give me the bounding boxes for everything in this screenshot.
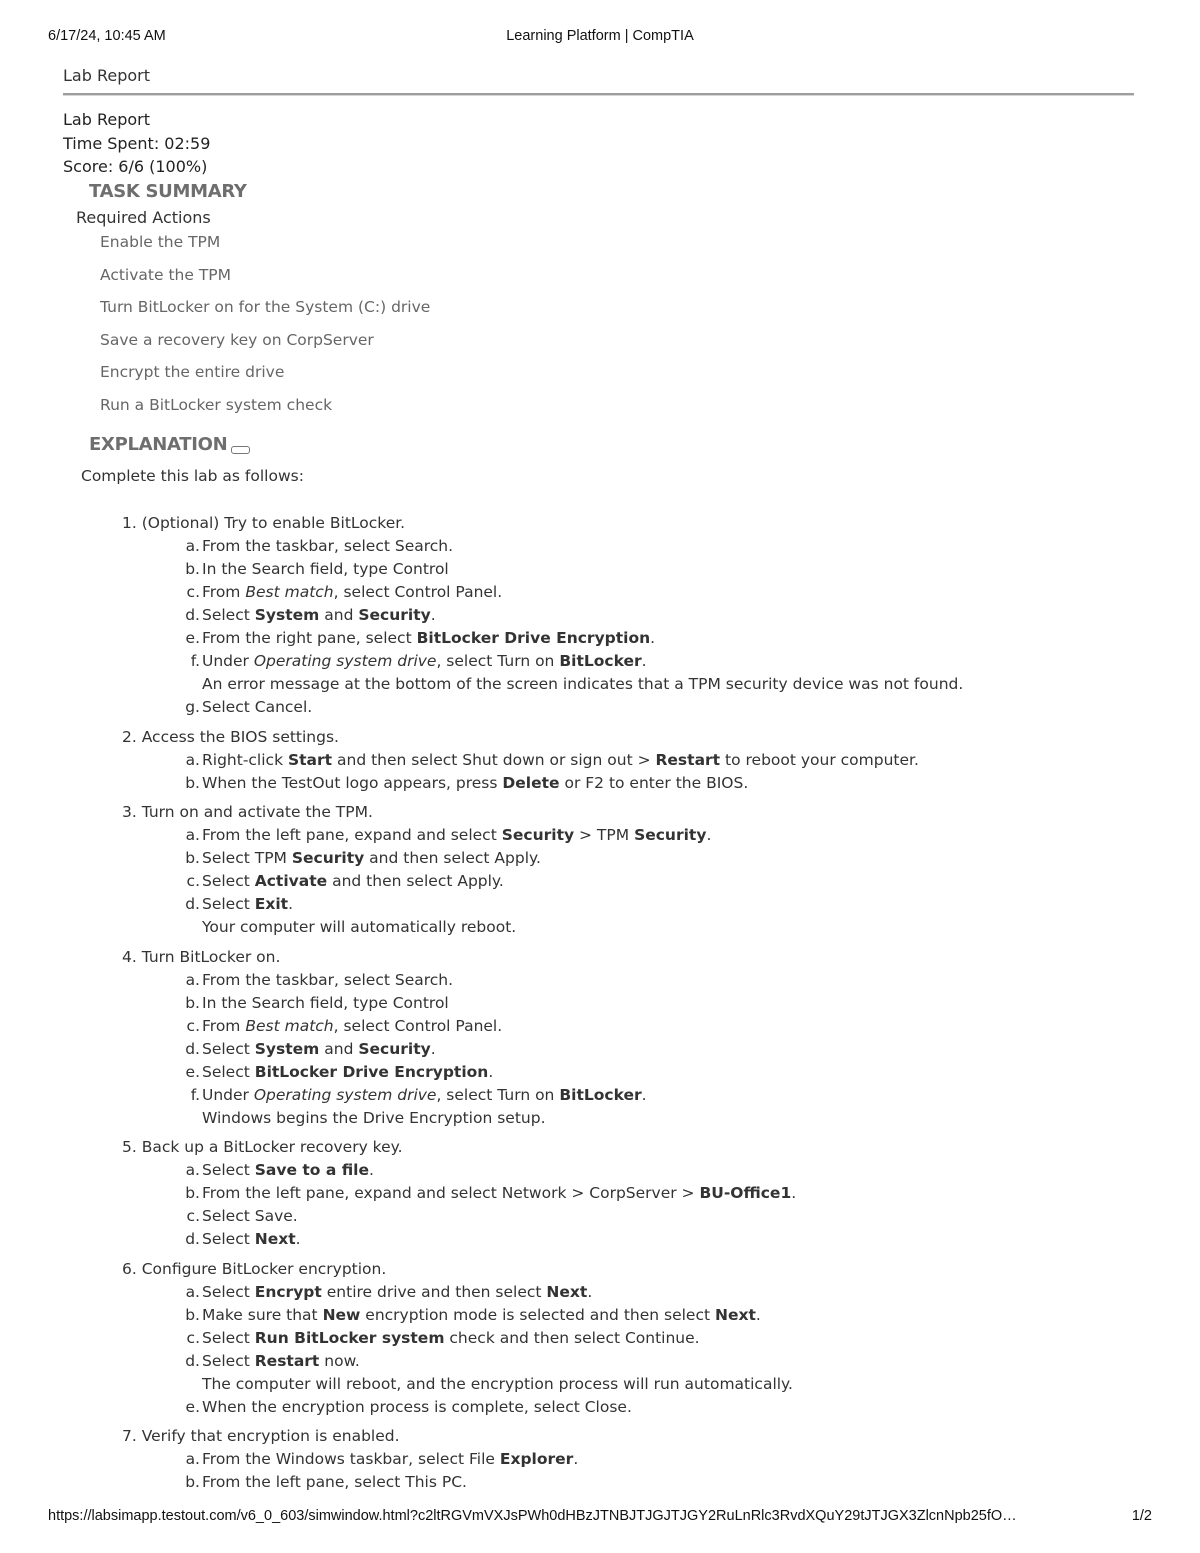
substep-item: d. Select Next. — [185, 1230, 301, 1248]
substep-list — [122, 1160, 1122, 1252]
substep-note: Windows begins the Drive Encryption setup. — [202, 1108, 546, 1127]
substep-item: a. From the left pane, expand and select Security > TPM Security. — [185, 826, 712, 844]
substep-item: b. Make sure that New encryption mode is selected and then select Next. — [185, 1305, 761, 1324]
steps-list — [122, 513, 1122, 1502]
explanation-header — [89, 434, 250, 455]
header-divider — [63, 93, 1134, 96]
print-title: Learning Platform | CompTIA — [506, 28, 694, 44]
task-summary-heading: TASK SUMMARY — [89, 181, 247, 202]
step-title: 5. Back up a BitLocker recovery key. — [122, 1138, 403, 1156]
substep-item: e. When the encryption process is complete, select Close. — [185, 1397, 632, 1416]
substep-item: f. Under Operating system drive, select Turn on BitLocker. An error message at the bottom of the screen indicates that a TPM security device was not found. — [122, 651, 1122, 697]
print-header — [48, 28, 1152, 48]
substep-list — [122, 825, 1122, 940]
substep-item: b. From the left pane, select This PC. — [185, 1473, 467, 1491]
list-item: Enable the TPM — [100, 233, 221, 251]
substep-item: a. From the taskbar, select Search. — [185, 537, 454, 555]
substep-note: The computer will reboot, and the encryption process will run automatically. — [202, 1374, 793, 1393]
step-title: 7. Verify that encryption is enabled. — [122, 1427, 400, 1445]
substep-item: b. In the Search field, type Control — [185, 560, 449, 578]
substep-list — [122, 536, 1122, 720]
step-item — [122, 947, 1122, 1131]
step-item — [122, 1137, 1122, 1252]
list-item: Encrypt the entire drive — [100, 363, 285, 382]
score: Score: 6/6 (100%) — [63, 157, 208, 176]
step-item — [122, 1259, 1122, 1420]
print-url[interactable]: https://labsimapp.testout.com/v6_0_603/simwindow.html?c2ltRGVmVXJsPWh0dHBzJTNBJTJGJTJGY2RuLnRlc3RvdXQuY29tJTJGX3ZlcnNpb25fO… — [48, 1508, 1017, 1524]
substep-list — [122, 1449, 1122, 1495]
page-number: 1/2 — [1131, 1508, 1152, 1524]
substep-item: a. Select Save to a file. — [185, 1161, 374, 1179]
step-item — [122, 513, 1122, 720]
report-meta — [63, 108, 210, 179]
list-item: Activate the TPM — [100, 265, 232, 284]
substep-item: c. Select Run BitLocker system check and then select Continue. — [186, 1328, 700, 1347]
explanation-intro: Complete this lab as follows: — [81, 467, 304, 485]
substep-item: e. Select BitLocker Drive Encryption. — [185, 1062, 494, 1081]
substep-item: f. Under Operating system drive, select Turn on BitLocker. Windows begins the Drive Encryption setup. — [122, 1085, 1122, 1131]
substep-note: Your computer will automatically reboot. — [202, 918, 517, 936]
step-title: 3. Turn on and activate the TPM. — [122, 803, 373, 821]
substep-item: c. Select Activate and then select Apply. — [186, 872, 504, 890]
substep-item: a. Select Encrypt entire drive and then select Next. — [185, 1282, 593, 1301]
substep-list — [122, 1282, 1122, 1420]
explanation-heading: EXPLANATION — [89, 434, 228, 455]
substep-item: d. Select Restart now. The computer will reboot, and the encryption process will run automatically. — [122, 1351, 1122, 1397]
print-footer — [48, 1508, 1152, 1528]
print-date: 6/17/24, 10:45 AM — [48, 28, 166, 44]
substep-item: d. Select System and Security. — [185, 1039, 436, 1058]
collapse-icon[interactable] — [231, 446, 250, 454]
step-item — [122, 802, 1122, 940]
substep-item: c. From Best match, select Control Panel. — [186, 1016, 503, 1035]
step-item — [122, 1426, 1122, 1495]
step-title: 4. Turn BitLocker on. — [122, 947, 281, 966]
substep-item: g. Select Cancel. — [185, 698, 313, 716]
required-actions-heading: Required Actions — [76, 208, 211, 227]
substep-item: b. Select TPM Security and then select Apply. — [185, 849, 541, 867]
substep-item: c. Select Save. — [186, 1207, 298, 1225]
substep-note: An error message at the bottom of the screen indicates that a TPM security device was not found. — [202, 675, 964, 693]
list-item: Turn BitLocker on for the System (C:) drive — [100, 298, 431, 317]
substep-item: c. From Best match, select Control Panel. — [186, 583, 503, 601]
page-title: Lab Report — [63, 66, 150, 85]
step-title: 1. (Optional) Try to enable BitLocker. — [122, 514, 406, 532]
step-item — [122, 727, 1122, 796]
substep-item: a. From the taskbar, select Search. — [185, 970, 454, 989]
substep-list — [122, 750, 1122, 796]
step-title: 6. Configure BitLocker encryption. — [122, 1259, 387, 1278]
substep-item: b. From the left pane, expand and select Network > CorpServer > BU-Office1. — [185, 1184, 797, 1202]
list-item: Run a BitLocker system check — [100, 395, 333, 414]
substep-item: a. From the Windows taskbar, select File Explorer. — [185, 1450, 579, 1468]
substep-item: b. In the Search field, type Control — [185, 993, 449, 1012]
substep-item: d. Select System and Security. — [185, 606, 436, 624]
list-item: Save a recovery key on CorpServer — [100, 330, 374, 349]
substep-item: b. When the TestOut logo appears, press Delete or F2 to enter the BIOS. — [185, 773, 749, 792]
substep-item: e. From the right pane, select BitLocker Drive Encryption. — [185, 629, 656, 647]
report-title: Lab Report — [63, 110, 150, 129]
step-title: 2. Access the BIOS settings. — [122, 727, 339, 746]
substep-item: a. Right-click Start and then select Shut down or sign out > Restart to reboot your computer. — [185, 750, 919, 769]
required-actions-list — [100, 232, 430, 428]
substep-list — [122, 970, 1122, 1131]
time-spent: Time Spent: 02:59 — [63, 133, 211, 153]
substep-item: d. Select Exit. Your computer will automatically reboot. — [122, 894, 1122, 940]
